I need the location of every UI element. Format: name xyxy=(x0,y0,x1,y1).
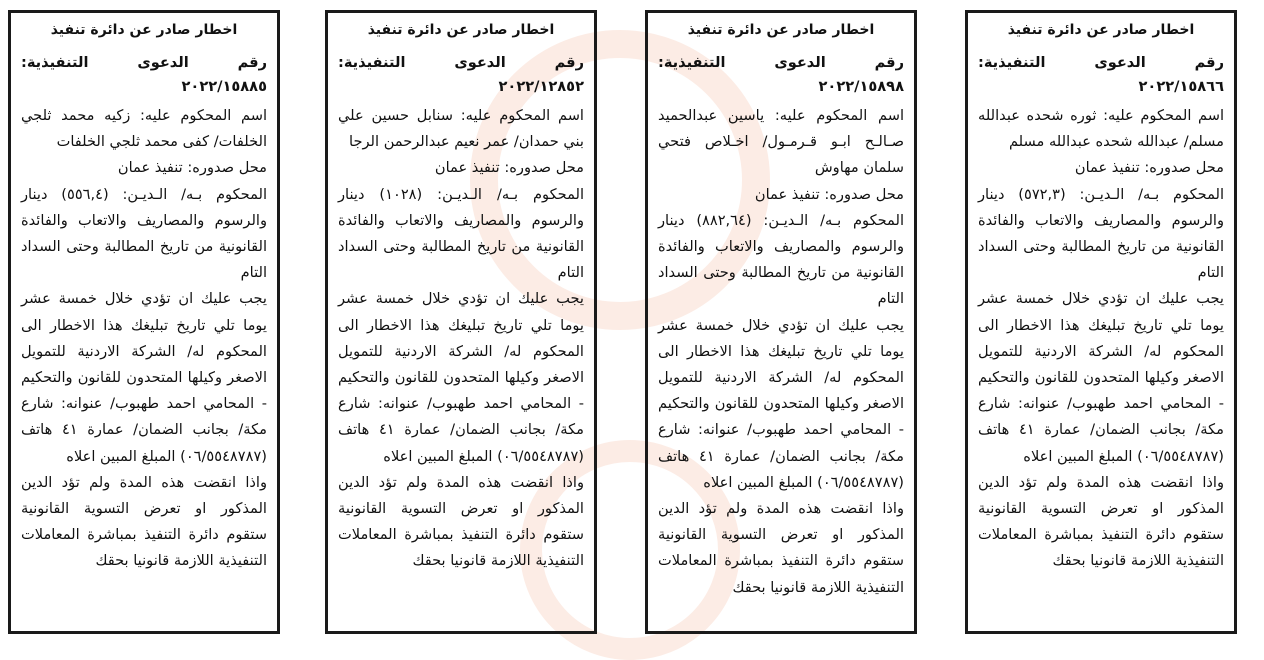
payment-instruction: يجب عليك ان تؤدي خلال خمسة عشر يوما تلي تاريخ تبليغك هذا الاخطار الى المحكوم له/ الشركة الاردنية للتمويل الاصغر وكيلها المتحدون للقانون والتحكيم - المحامي احمد طهبوب/ عنوانه: شارع مكة/ بجانب الضمان/ عمارة ٤١ هاتف (٠٦/٥٥٤٨٧٨٧) المبلغ المبين اعلاه xyxy=(21,290,268,465)
judgment-debt: المحكوم بـه/ الـديـن: (٨٨٢,٦٤) دينار والرسوم والمصاريف والاتعاب والفائدة القانونية من تاريخ المطالبة وحتى السداد التام xyxy=(658,211,904,308)
issuing-office: محل صدوره: تنفيذ عمان xyxy=(1074,159,1224,177)
debtor-name: اسم المحكوم عليه: ياسين عبدالحميد صـالـح ابـو قـرمـول/ اخـلاص فتحي سلمان مهاوش xyxy=(658,107,904,177)
case-label: رقم الدعوى التنفيذية: xyxy=(658,54,904,71)
case-number: ٢٠٢٢/١٥٨٨٥ xyxy=(181,78,267,95)
case-label: رقم الدعوى التنفيذية: xyxy=(338,54,584,71)
case-number-line xyxy=(338,51,584,99)
enforcement-warning: واذا انقضت هذه المدة ولم تؤد الدين المذكور او تعرض التسوية القانونية ستقوم دائرة التنفيذ بمباشرة المعاملات التنفيذية اللازمة قانونيا بحقك xyxy=(658,500,904,596)
case-number: ٢٠٢٢/١٢٨٥٢ xyxy=(498,78,584,95)
enforcement-warning: واذا انقضت هذه المدة ولم تؤد الدين المذكور او تعرض التسوية القانونية ستقوم دائرة التنفيذ بمباشرة المعاملات التنفيذية اللازمة قانونيا بحقك xyxy=(978,473,1224,570)
notice-box xyxy=(8,10,280,634)
case-label: رقم الدعوى التنفيذية: xyxy=(978,54,1224,71)
debtor-name: اسم المحكوم عليه: زكيه محمد ثلجي الخلفات/ كفى محمد ثلجي الخلفات xyxy=(21,107,267,151)
enforcement-warning: واذا انقضت هذه المدة ولم تؤد الدين المذكور او تعرض التسوية القانونية ستقوم دائرة التنفيذ بمباشرة المعاملات التنفيذية اللازمة قانونيا بحقك xyxy=(21,473,267,570)
case-number-line xyxy=(658,51,904,99)
notice-box xyxy=(325,10,597,634)
issuing-office: محل صدوره: تنفيذ عمان xyxy=(117,159,267,177)
case-label: رقم الدعوى التنفيذية: xyxy=(21,54,267,71)
payment-instruction: يجب عليك ان تؤدي خلال خمسة عشر يوما تلي تاريخ تبليغك هذا الاخطار الى المحكوم له/ الشركة الاردنية للتمويل الاصغر وكيلها المتحدون للقانون والتحكيم - المحامي احمد طهبوب/ عنوانه: شارع مكة/ بجانب الضمان/ عمارة ٤١ هاتف (٠٦/٥٥٤٨٧٨٧) المبلغ المبين اعلاه xyxy=(658,316,905,491)
issuing-office: محل صدوره: تنفيذ عمان xyxy=(754,185,904,203)
notice-box xyxy=(965,10,1237,634)
case-number: ٢٠٢٢/١٥٨٦٦ xyxy=(1138,78,1224,95)
case-number: ٢٠٢٢/١٥٨٩٨ xyxy=(818,78,904,95)
payment-instruction: يجب عليك ان تؤدي خلال خمسة عشر يوما تلي تاريخ تبليغك هذا الاخطار الى المحكوم له/ الشركة الاردنية للتمويل الاصغر وكيلها المتحدون للقانون والتحكيم - المحامي احمد طهبوب/ عنوانه: شارع مكة/ بجانب الضمان/ عمارة ٤١ هاتف (٠٦/٥٥٤٨٧٨٧) المبلغ المبين اعلاه xyxy=(338,290,585,465)
notice-title: اخطار صادر عن دائرة تنفيذ xyxy=(1007,22,1195,38)
notice-title: اخطار صادر عن دائرة تنفيذ xyxy=(367,22,555,38)
judgment-debt: المحكوم بـه/ الـديـن: (٥٥٦,٤) دينار والرسوم والمصاريف والاتعاب والفائدة القانونية من تاريخ المطالبة وحتى السداد التام xyxy=(21,185,268,282)
issuing-office: محل صدوره: تنفيذ عمان xyxy=(434,159,584,177)
notice-title: اخطار صادر عن دائرة تنفيذ xyxy=(687,22,875,38)
notice-box xyxy=(645,10,917,634)
payment-instruction: يجب عليك ان تؤدي خلال خمسة عشر يوما تلي تاريخ تبليغك هذا الاخطار الى المحكوم له/ الشركة الاردنية للتمويل الاصغر وكيلها المتحدون للقانون والتحكيم - المحامي احمد طهبوب/ عنوانه: شارع مكة/ بجانب الضمان/ عمارة ٤١ هاتف (٠٦/٥٥٤٨٧٨٧) المبلغ المبين اعلاه xyxy=(978,290,1225,465)
case-number-line xyxy=(21,51,267,99)
notice-title: اخطار صادر عن دائرة تنفيذ xyxy=(50,22,238,38)
enforcement-warning: واذا انقضت هذه المدة ولم تؤد الدين المذكور او تعرض التسوية القانونية ستقوم دائرة التنفيذ بمباشرة المعاملات التنفيذية اللازمة قانونيا بحقك xyxy=(338,473,584,570)
debtor-name: اسم المحكوم عليه: ثوره شحده عبدالله مسلم/ عبدالله شحده عبدالله مسلم xyxy=(978,107,1224,151)
debtor-name: اسم المحكوم عليه: سنابل حسين علي بني حمدان/ عمر نعيم عبدالرحمن الرجا xyxy=(338,107,584,151)
judgment-debt: المحكوم بـه/ الـديـن: (١٠٢٨) دينار والرسوم والمصاريف والاتعاب والفائدة القانونية من تاريخ المطالبة وحتى السداد التام xyxy=(338,185,585,282)
judgment-debt: المحكوم بـه/ الـديـن: (٥٧٢,٣) دينار والرسوم والمصاريف والاتعاب والفائدة القانونية من تاريخ المطالبة وحتى السداد التام xyxy=(978,185,1225,282)
case-number-line xyxy=(978,51,1224,99)
